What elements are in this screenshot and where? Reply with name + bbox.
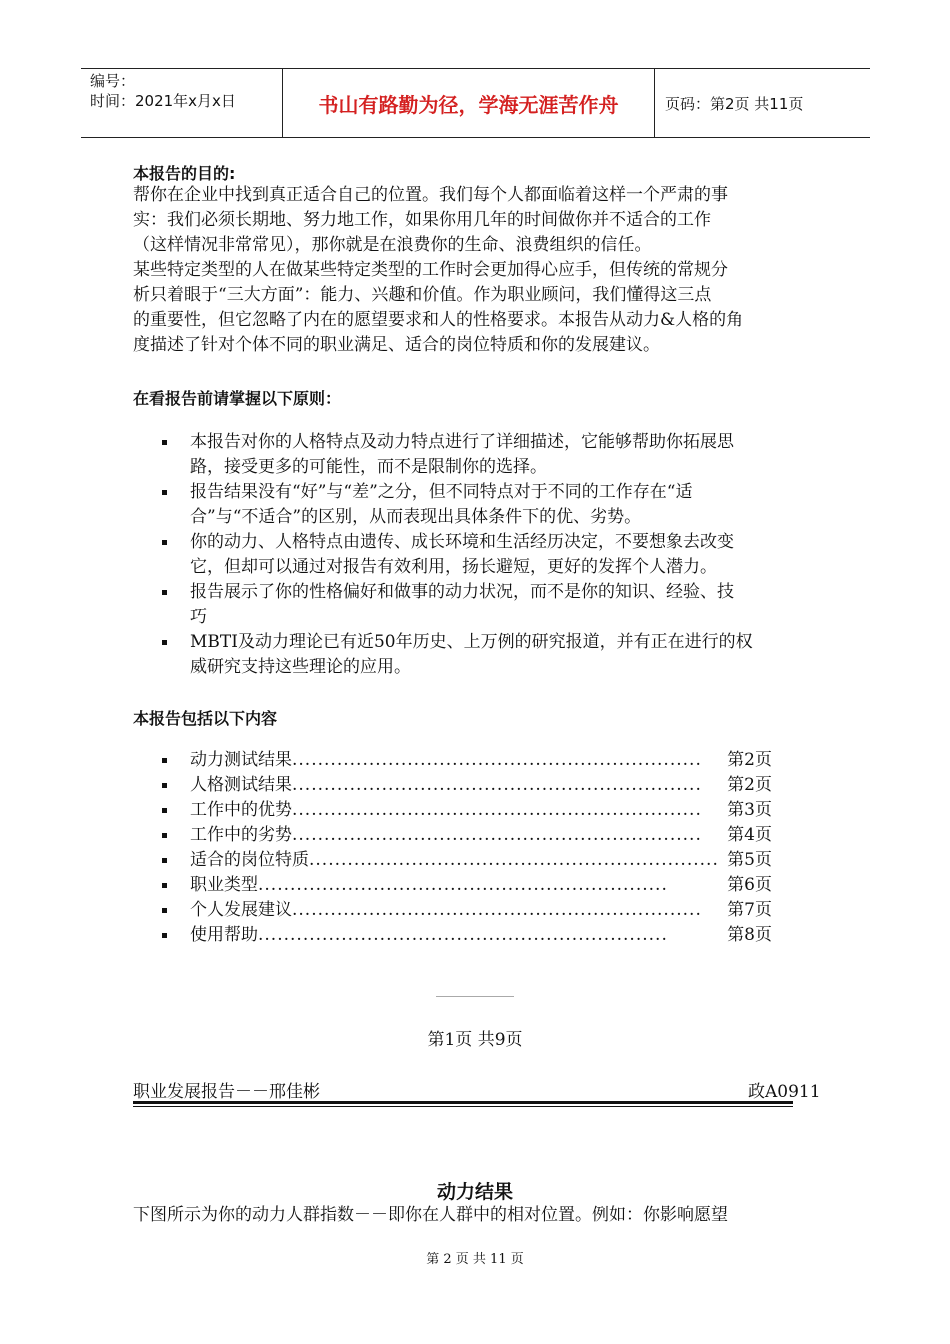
principles-heading: 在看报告前请掌握以下原则： [133, 389, 342, 408]
toc-item: 工作中的优势 ................................................................ 第3页 [160, 798, 772, 823]
principle-item: 报告结果没有“好”与“差”之分，但不同特点对于不同的工作存在“适 合”与“不适合”的区别，从而表现出具体条件下的优、劣势。 [160, 480, 820, 530]
purpose-line: 实：我们必须长期地、努力地工作，如果你用几年的时间做你并不适合的工作 [133, 210, 711, 230]
footer-divider [436, 996, 514, 997]
toc-item: 人格测试结果 ................................................................ 第2页 [160, 773, 772, 798]
header-rule-thick [133, 1101, 793, 1104]
toc-leader: ................................................................ [258, 875, 668, 895]
bullet-icon [162, 758, 167, 763]
header-motto: 书山有路勤为径，学海无涯苦作舟 [283, 69, 655, 137]
principle-item: 报告展示了你的性格偏好和做事的动力状况，而不是你的知识、经验、技 巧 [160, 580, 820, 630]
bullet-icon [162, 858, 167, 863]
purpose-paragraph [133, 183, 833, 358]
toc-leader: ................................................................ [309, 850, 719, 870]
bullet-icon [162, 908, 167, 913]
bullet-icon [162, 808, 167, 813]
toc-item: 使用帮助 ................................................................ 第8页 [160, 923, 772, 948]
bullet-icon [162, 590, 167, 595]
principle-item: 本报告对你的人格特点及动力特点进行了详细描述，它能够帮助你拓展思 路，接受更多的可能性，而不是限制你的选择。 [160, 430, 820, 480]
toc-leader: ................................................................ [292, 825, 702, 845]
purpose-line: 某些特定类型的人在做某些特定类型的工作时会更加得心应手，但传统的常规分 [133, 260, 728, 280]
contents-list [160, 748, 820, 948]
section-title: 动力结果 [436, 1181, 513, 1203]
toc-item: 适合的岗位特质 ................................................................ 第5页 [160, 848, 772, 873]
header-page-info: 页码：第2页 共11页 [665, 94, 804, 113]
toc-item: 职业类型 ................................................................ 第6页 [160, 873, 772, 898]
inner-page-number: 第1页 共9页 [427, 1030, 523, 1050]
bullet-icon [162, 640, 167, 645]
purpose-heading: 本报告的目的: [133, 164, 236, 183]
principle-item: 你的动力、人格特点由遗传、成长环境和生活经历决定，不要想象去改变 它，但却可以通过对报告有效利用，扬长避短，更好的发挥个人潜力。 [160, 530, 820, 580]
bullet-icon [162, 440, 167, 445]
document-code: 政A0911 [748, 1082, 821, 1102]
time-label: 时间：2021年x月x日 [90, 92, 236, 110]
purpose-line: 析只着眼于“三大方面”：能力、兴趣和价值。作为职业顾问，我们懂得这三点 [133, 285, 712, 305]
document-title: 职业发展报告－－邢佳彬 [133, 1082, 320, 1102]
bullet-icon [162, 783, 167, 788]
principles-list [160, 430, 820, 680]
contents-heading: 本报告包括以下内容 [133, 709, 278, 728]
toc-leader: ................................................................ [258, 925, 668, 945]
toc-leader: ................................................................ [292, 900, 702, 920]
toc-leader: ................................................................ [292, 750, 702, 770]
toc-leader: ................................................................ [292, 775, 702, 795]
purpose-line: 度描述了针对个体不同的职业满足、适合的岗位特质和你的发展建议。 [133, 335, 660, 355]
section-intro: 下图所示为你的动力人群指数－－即你在人群中的相对位置。例如：你影响愿望 [133, 1205, 728, 1225]
toc-item: 个人发展建议 ................................................................ 第7页 [160, 898, 772, 923]
serial-label: 编号： [90, 72, 136, 90]
bullet-icon [162, 490, 167, 495]
purpose-line: （这样情况非常常见），那你就是在浪费你的生命、浪费组织的信任。 [133, 235, 652, 255]
toc-item: 工作中的劣势 ................................................................ 第4页 [160, 823, 772, 848]
bullet-icon [162, 833, 167, 838]
bullet-icon [162, 883, 167, 888]
toc-leader: ................................................................ [292, 800, 702, 820]
principle-item: MBTI及动力理论已有近50年历史、上万例的研究报道，并有正在进行的权 威研究支持这些理论的应用。 [160, 630, 820, 680]
page-header [81, 68, 870, 138]
outer-page-number: 第 2 页 共 11 页 [426, 1252, 524, 1267]
bullet-icon [162, 540, 167, 545]
header-rule-thin [133, 1106, 793, 1107]
header-meta [81, 69, 283, 137]
bullet-icon [162, 933, 167, 938]
purpose-line: 的重要性，但它忽略了内在的愿望要求和人的性格要求。本报告从动力&人格的角 [133, 310, 744, 330]
toc-item: 动力测试结果 ................................................................ 第2页 [160, 748, 772, 773]
purpose-line: 帮你在企业中找到真正适合自己的位置。我们每个人都面临着这样一个严肃的事 [133, 185, 728, 205]
